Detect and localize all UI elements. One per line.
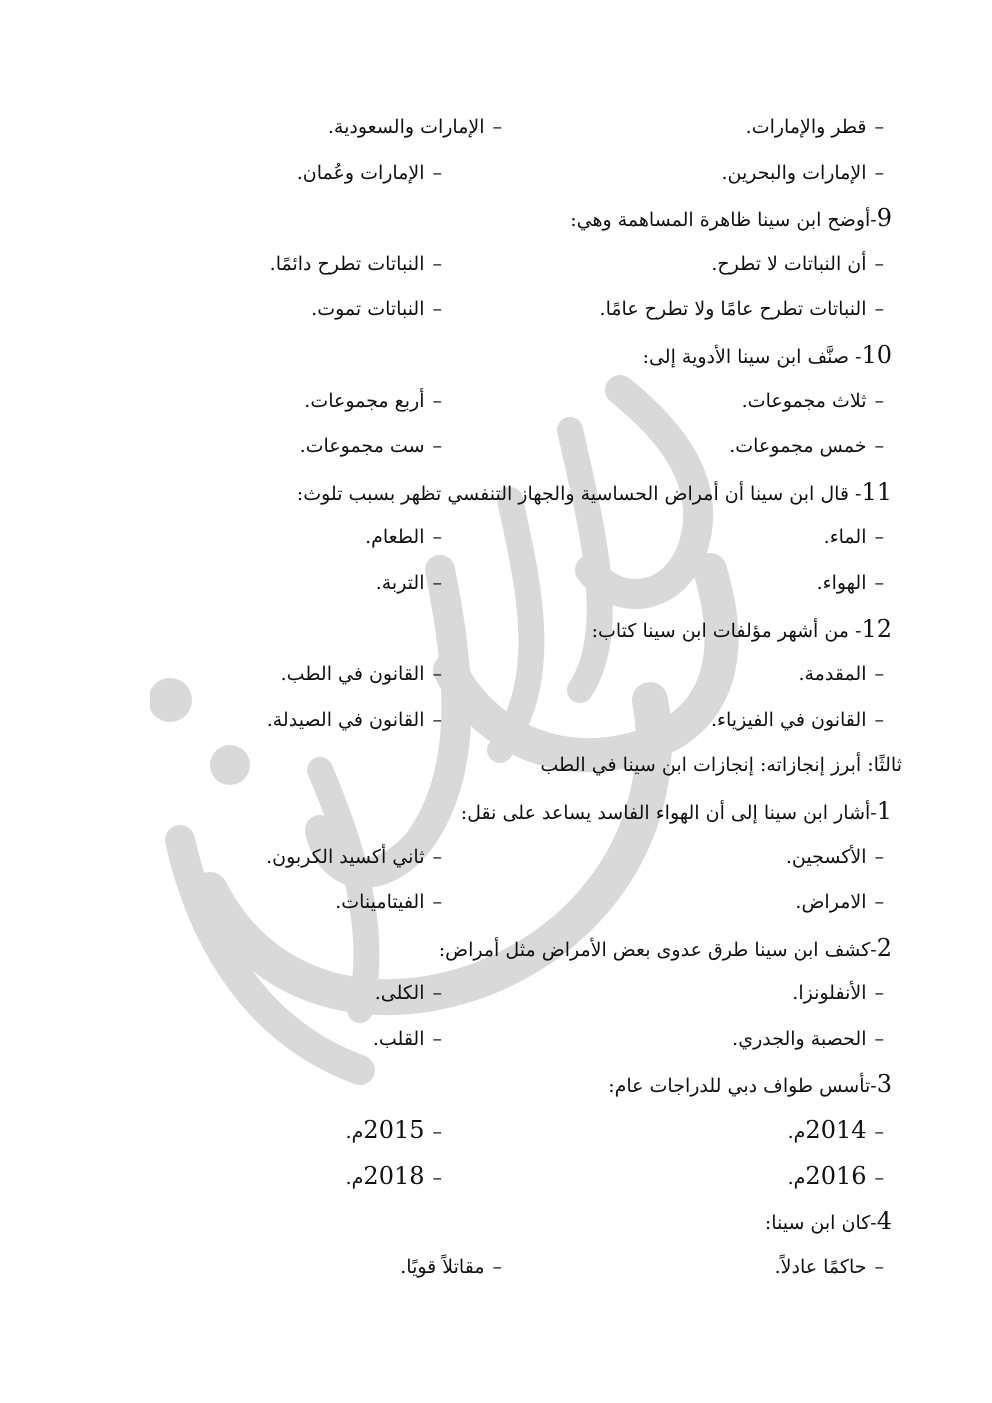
question-text: 3-تأسس طواف دبي للدراجات عام: [608, 1070, 892, 1099]
option-item: –أربع مجموعات. [304, 389, 442, 412]
option-item: –ثاني أكسيد الكربون. [266, 845, 442, 868]
option-item: –الطعام. [365, 526, 442, 549]
question-text: 2-كشف ابن سينا طرق عدوى بعض الأمراض مثل أمراض: [438, 933, 892, 962]
option-item: –الهواء. [816, 571, 884, 594]
q8-options-row-1 [92, 105, 892, 151]
option-item: –2016م. [787, 1161, 884, 1190]
question-text: 10- صنَّف ابن سينا الأدوية إلى: [642, 340, 892, 369]
option-item: –النباتات تموت. [311, 298, 442, 321]
option-item: –القانون في الصيدلة. [266, 708, 442, 731]
option-item: –حاكمًا عادلاً. [774, 1255, 884, 1278]
option-item: –ست مجموعات. [299, 435, 442, 458]
option-item: –الأكسجين. [785, 845, 884, 868]
q12-options-row-2 [92, 698, 892, 744]
question-number: 2 [876, 933, 892, 962]
q8-options-row-2 [92, 151, 892, 197]
s3q4-options-row-1 [92, 1245, 892, 1291]
s3-question-4 [92, 1199, 892, 1245]
questions-content [92, 105, 902, 1290]
option-item: –الماء. [823, 526, 884, 549]
option-item: –الفيتامينات. [335, 891, 442, 914]
question-number: 11 [861, 477, 892, 506]
question-text: 9-أوضح ابن سينا ظاهرة المساهمة وهي: [570, 204, 892, 233]
option-item: –القلب. [372, 1027, 442, 1050]
question-text: 12- من أشهر مؤلفات ابن سينا كتاب: [591, 614, 892, 643]
q9-options-row-1 [92, 242, 892, 288]
option-item: –الإمارات وعُمان. [296, 161, 442, 184]
option-item: –النباتات تطرح عامًا ولا تطرح عامًا. [599, 298, 884, 321]
q10-options-row-2 [92, 424, 892, 470]
s3q2-options-row-2 [92, 1017, 892, 1063]
s3-question-3 [92, 1062, 892, 1108]
option-item: –المقدمة. [798, 663, 884, 686]
s3-question-1 [92, 789, 892, 835]
question-number: 10 [861, 340, 892, 369]
option-item: –التربة. [375, 571, 442, 594]
question-number: 1 [876, 796, 892, 825]
q11-options-row-1 [92, 515, 892, 561]
option-item: –الحصبة والجدري. [732, 1027, 884, 1050]
option-item: –الإمارات والسعودية. [327, 116, 502, 138]
question-number: 3 [876, 1070, 892, 1099]
question-text: 4-كان ابن سينا: [764, 1207, 892, 1236]
option-item: –2015م. [345, 1116, 442, 1145]
q12-options-row-1 [92, 652, 892, 698]
option-item: –مقاتلاً قويًا. [400, 1255, 502, 1278]
section-3-heading [92, 743, 902, 789]
option-item: –القانون في الفيزياء. [711, 708, 884, 731]
option-item: –ثلاث مجموعات. [741, 389, 884, 412]
option-item: –2014م. [787, 1116, 884, 1145]
option-item: –النباتات تطرح دائمًا. [269, 252, 442, 275]
option-item: –القانون في الطب. [280, 663, 442, 686]
question-number: 4 [876, 1207, 892, 1236]
s3q2-options-row-1 [92, 971, 892, 1017]
option-item: –2018م. [345, 1161, 442, 1190]
q10-options-row-1 [92, 379, 892, 425]
q9-options-row-2 [92, 287, 892, 333]
option-item: –خمس مجموعات. [729, 435, 884, 458]
q11-options-row-2 [92, 561, 892, 607]
question-9 [92, 196, 892, 242]
option-item: –الأنفلونزا. [792, 982, 884, 1005]
section-title: ثالثًا: أبرز إنجازاته: إنجازات ابن سينا في الطب [540, 754, 902, 777]
option-item: –الامراض. [795, 891, 884, 914]
s3q1-options-row-2 [92, 880, 892, 926]
question-number: 12 [861, 614, 892, 643]
option-item: –الإمارات والبحرين. [721, 161, 884, 184]
s3q3-options-row-1 [92, 1108, 892, 1154]
question-number: 9 [876, 204, 892, 233]
question-11 [92, 470, 892, 516]
option-item: –أن النباتات لا تطرح. [711, 252, 884, 275]
option-item: –الكلى. [374, 982, 442, 1005]
question-10 [92, 333, 892, 379]
s3q1-options-row-1 [92, 835, 892, 881]
option-item: –قطر والإمارات. [745, 116, 884, 138]
s3q3-options-row-2 [92, 1154, 892, 1200]
question-text: 11- قال ابن سينا أن أمراض الحساسية والجهاز التنفسي تظهر بسبب تلوث: [296, 477, 892, 506]
question-12 [92, 607, 892, 653]
question-text: 1-أشار ابن سينا إلى أن الهواء الفاسد يساعد على نقل: [460, 796, 892, 825]
s3-question-2 [92, 926, 892, 972]
